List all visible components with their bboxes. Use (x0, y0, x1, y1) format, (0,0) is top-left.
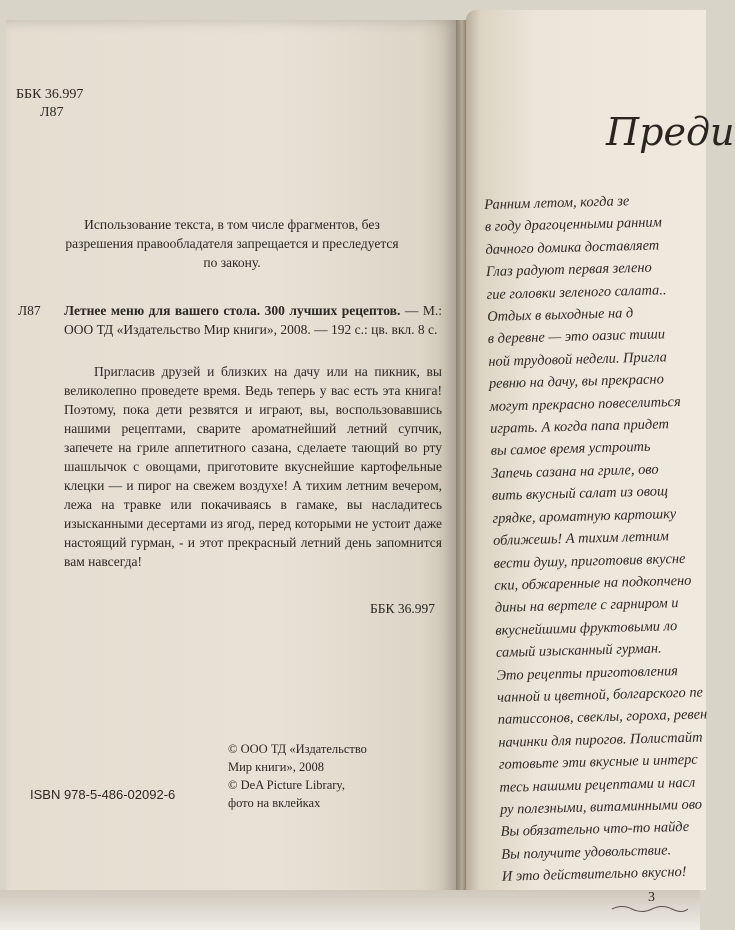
preface-line: чанной и цветной, болгарского пе (496, 684, 704, 706)
preface-line: Вы получите удовольствие. (501, 842, 672, 863)
biblio-code: Л87 (18, 303, 41, 318)
preface-line: в году драгоценными ранним (484, 214, 663, 236)
preface-line: тесь нашими рецептами и насл (499, 774, 696, 796)
preface-line: И это действительно вкусно! (501, 864, 687, 885)
preface-title: Преди (606, 110, 735, 154)
ornament-icon (610, 904, 690, 914)
bbk-code-bottom: ББК 36.997 (370, 601, 436, 616)
preface-line: самый изысканный гурман. (495, 640, 662, 661)
preface-line: Ранним летом, когда зе (484, 193, 630, 213)
publication-info: — М.: ООО ТД «Издательство Мир книги», 2008. — 192 с.: цв. вкл. 8 с. (64, 303, 442, 337)
preface-line: дины на вертеле с гарниром и (494, 595, 679, 617)
preface-line: Отдых в выходные на д (487, 305, 634, 325)
preface-line: Это рецепты приготовления (496, 662, 679, 684)
preface-line: вы самое время устроить (490, 439, 651, 460)
preface-line: играть. А когда папа придет (489, 416, 670, 437)
bibliographic-record (64, 301, 442, 339)
preface-line: вести душу, приготовив вкусне (493, 550, 686, 572)
bbk-code-top: ББК 36.997 Л87 (16, 87, 84, 120)
preface-line: в деревне — это оазис тиши (487, 326, 666, 348)
preface-line: вкуснейшими фруктовыми ло (495, 617, 678, 639)
preface-line: оближешь! А тихим летним (492, 528, 670, 549)
preface-line: дачного домика доставляет (485, 237, 660, 258)
book-title: Летнее меню для вашего стола. 300 лучших рецептов. (64, 303, 401, 318)
page-number: 3 (648, 890, 655, 905)
isbn: ISBN 978-5-486-02092-6 (30, 787, 176, 802)
preface-line: патиссонов, свеклы, гороха, ревен (497, 706, 708, 729)
preface-line: могут прекрасно повеселиться (489, 393, 681, 415)
preface-line: ревню на дачу, вы прекрасно (488, 371, 665, 393)
annotation: Пригласив друзей и близких на дачу или на пикник, вы великолепно проведете время. Ведь теперь у вас есть эта книга! Поэтому, пока дети резвятся и играют, вы, воспользовавшись нашими рецептами, сварите ароматнейший летний супчик, запечете на гриле аппетитного сазана, сделаете тающий во рту шашлычок с овощами, приготовите вкуснейшие картофельные клецки — и пирог на свежем воздухе! А тихим летним вечером, лежа на травке или покачиваясь в гамаке, вы насладитесь изысканными десертами из ягод, перед которыми не устоит даже настоящий гурман, - и этот прекрасный летний день запомнится вам навсегда! (64, 364, 442, 569)
preface-line: ру полезными, витаминными ово (499, 796, 703, 818)
preface-line: ной трудовой недели. Пригла (488, 349, 668, 370)
copyright-notice: Использование текста, в том числе фрагментов, без разрешения правообладателя запрещается и преследуется по закону. (65, 217, 399, 270)
preface-line: грядке, ароматную картошку (492, 505, 677, 527)
preface-line: Глаз радуют первая зелено (485, 259, 652, 281)
preface-line: готовьте эти вкусные и интерс (498, 751, 698, 773)
preface-line: вить вкусный салат из овощ (491, 483, 669, 505)
preface-line: ски, обжаренные на подкопчено (494, 572, 692, 594)
preface-text (484, 188, 732, 888)
imprint: © ООО ТД «Издательство Мир книги», 2008 © DeA Picture Library, фото на вклейках (228, 742, 367, 810)
preface-line: гие головки зеленого салата.. (486, 281, 667, 303)
table-surface (0, 890, 700, 930)
preface-line: начинки для пирогов. Полистайт (498, 729, 703, 751)
preface-line: Вы обязательно что-то найде (500, 819, 690, 841)
preface-line: Запечь сазана на гриле, ово (491, 461, 659, 482)
